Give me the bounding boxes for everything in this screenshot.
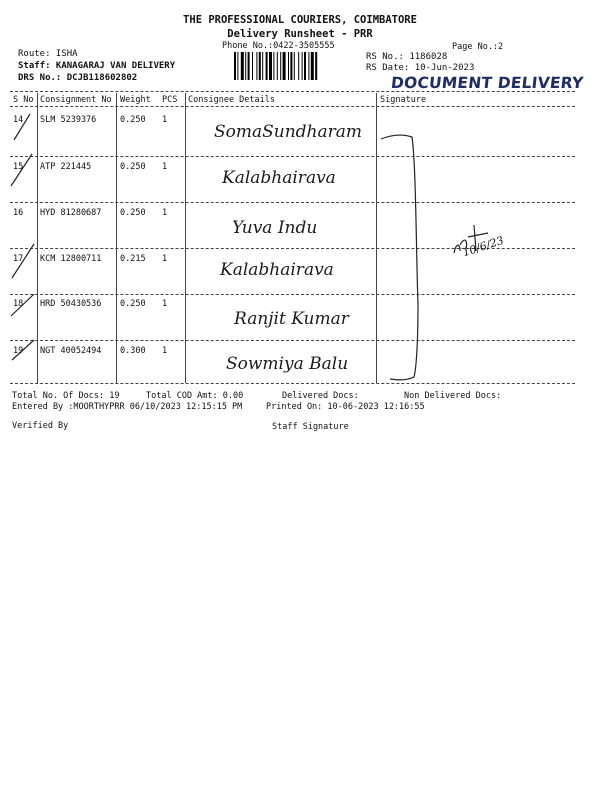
printed-on: Printed On: 10-06-2023 12:16:55 — [266, 402, 425, 412]
row-consignment: HYD 81280687 — [40, 208, 102, 218]
tick-mark — [14, 114, 30, 140]
col-header-signature: Signature — [380, 95, 427, 105]
row-consignment: NGT 40052494 — [40, 346, 102, 356]
drs-number: DRS No.: DCJB118602802 — [18, 73, 138, 83]
col-header-consignment: Consignment No — [40, 95, 112, 105]
row-weight: 0.250 — [120, 115, 146, 125]
tick-mark — [11, 154, 32, 186]
col-header-consignee: Consignee Details — [188, 95, 275, 105]
tick-mark — [12, 244, 34, 278]
row-pcs: 1 — [162, 115, 168, 125]
company-name: THE PROFESSIONAL COURIERS, COIMBATORE — [183, 14, 417, 26]
sheet-title: Delivery Runsheet - PRR — [227, 28, 373, 40]
verified-by: Verified By — [12, 421, 69, 431]
row-consignee: Kalabhairava — [222, 168, 336, 188]
non-delivered-docs: Non Delivered Docs: — [404, 391, 502, 401]
row-consignment: ATP 221445 — [40, 162, 92, 172]
row-consignee: Ranjit Kumar — [234, 309, 349, 329]
row-consignee: Yuva Indu — [232, 218, 318, 238]
row-consignee: Sowmiya Balu — [226, 354, 349, 374]
row-pcs: 1 — [162, 299, 168, 309]
row-pcs: 1 — [162, 346, 168, 356]
row-pcs: 1 — [162, 162, 168, 172]
total-docs: Total No. Of Docs: 19 — [12, 391, 120, 401]
row-consignee: SomaSundharam — [214, 122, 363, 142]
signature-date: 10/6/23 — [461, 233, 506, 260]
staff-signature: Staff Signature — [272, 422, 349, 432]
row-weight: 0.250 — [120, 299, 146, 309]
row-pcs: 1 — [162, 254, 168, 264]
tick-marks — [6, 108, 46, 378]
entered-by: Entered By :MOORTHYPRR 06/10/2023 12:15:15 PM — [12, 402, 243, 412]
route: Route: ISHA — [18, 49, 78, 59]
delivered-docs: Delivered Docs: — [282, 391, 359, 401]
document-delivery-stamp: DOCUMENT DELIVERY — [390, 74, 585, 92]
row-sno: 17 — [13, 254, 24, 264]
row-sno: 15 — [13, 162, 24, 172]
barcode-image — [234, 52, 356, 80]
col-header-pcs: PCS — [162, 95, 178, 105]
total-cod: Total COD Amt: 0.00 — [146, 391, 244, 401]
row-weight: 0.300 — [120, 346, 146, 356]
tick-mark — [12, 340, 34, 360]
divider — [10, 106, 575, 107]
col-header-weight: Weight — [120, 95, 151, 105]
page-number: Page No.:2 — [452, 42, 504, 52]
phone-number: Phone No.:0422-3505555 — [222, 41, 335, 51]
row-sno: 14 — [13, 115, 24, 125]
tick-mark — [11, 294, 34, 316]
row-weight: 0.215 — [120, 254, 146, 264]
staff: Staff: KANAGARAJ VAN DELIVERY — [18, 61, 176, 71]
rs-date: RS Date: 10-Jun-2023 — [366, 63, 475, 73]
rs-number: RS No.: 1186028 — [366, 52, 448, 62]
row-consignment: SLM 5239376 — [40, 115, 97, 125]
row-weight: 0.250 — [120, 162, 146, 172]
row-sno: 16 — [13, 208, 24, 218]
row-sno: 18 — [13, 299, 24, 309]
row-consignment: HRD 50430536 — [40, 299, 102, 309]
signature-mark — [376, 125, 576, 387]
row-consignment: KCM 12800711 — [40, 254, 102, 264]
col-header-sno: S No — [13, 95, 34, 105]
row-consignee: Kalabhairava — [220, 260, 334, 280]
row-sno: 19 — [13, 346, 24, 356]
row-weight: 0.250 — [120, 208, 146, 218]
row-pcs: 1 — [162, 208, 168, 218]
divider — [10, 91, 575, 92]
